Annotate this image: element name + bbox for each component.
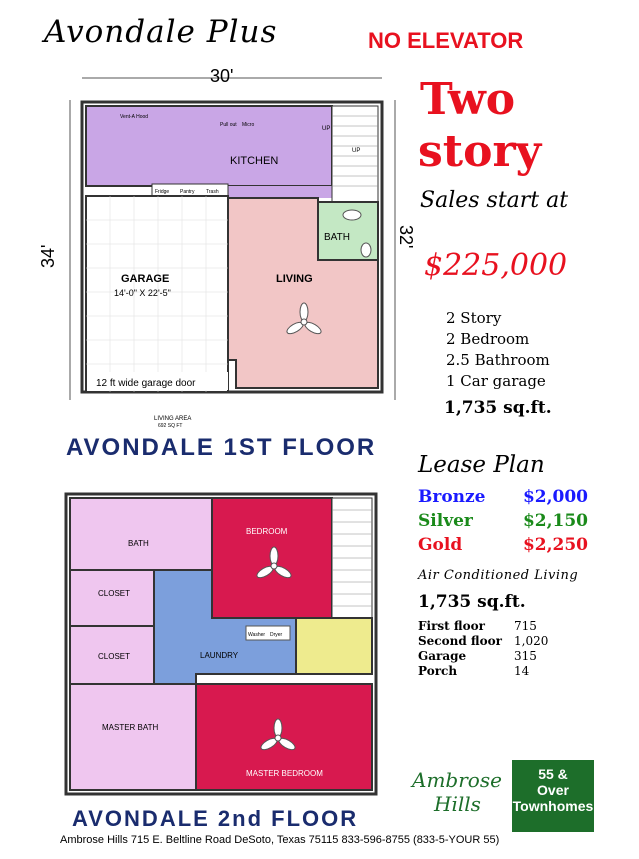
breakdown-label: First floor bbox=[418, 619, 485, 633]
breakdown-value: 14 bbox=[514, 664, 530, 678]
breakdown-label: Garage bbox=[418, 649, 467, 663]
total-sqft: 1,735 sq.ft. bbox=[444, 398, 552, 418]
sink-icon bbox=[343, 210, 361, 220]
no-elevator-label: NO ELEVATOR bbox=[368, 28, 524, 53]
micro-label: Micro bbox=[242, 122, 255, 128]
bedroom-label: BEDROOM bbox=[246, 527, 288, 536]
laundry-label: LAUNDRY bbox=[200, 651, 239, 660]
lease-name: Silver bbox=[418, 511, 473, 531]
living-area-sqft: 692 SQ FT bbox=[158, 423, 183, 429]
spec-item: 2.5 Bathroom bbox=[446, 351, 550, 369]
ac-living-total: 1,735 sq.ft. bbox=[418, 592, 526, 612]
master-bath bbox=[70, 684, 196, 790]
floor1-depth-left: 34' bbox=[38, 244, 58, 268]
promo-two: Two bbox=[420, 74, 516, 125]
page-title: Avondale Plus bbox=[44, 14, 278, 50]
tagline-1: 55 & bbox=[538, 766, 568, 782]
floor1-caption: AVONDALE 1ST FLOOR bbox=[66, 434, 377, 461]
floor1-depth-right: 32' bbox=[396, 225, 416, 249]
sqft-breakdown bbox=[418, 619, 549, 679]
vent-label: Vent-A Hood bbox=[120, 114, 149, 120]
pullout-label: Pull out bbox=[220, 122, 237, 128]
lease-name: Gold bbox=[418, 535, 463, 555]
storage-room bbox=[296, 618, 372, 674]
floor1-plan bbox=[38, 60, 416, 435]
garage-door-label: 12 ft wide garage door bbox=[96, 378, 196, 389]
closet-1-label: CLOSET bbox=[98, 589, 131, 598]
washer-label: Washer bbox=[248, 632, 266, 638]
logo-ambrose: Ambrose bbox=[412, 768, 502, 792]
footer-contact: Ambrose Hills 715 E. Beltline Road DeSoto, Texas 75115 833-596-8755 (833-5-YOUR 55) bbox=[60, 834, 500, 846]
floor2-bath bbox=[70, 498, 212, 570]
breakdown-value: 1,020 bbox=[514, 634, 549, 648]
dryer-label: Dryer bbox=[270, 632, 283, 638]
floor2-plan bbox=[56, 486, 386, 806]
closet-1 bbox=[70, 570, 154, 626]
spec-item: 2 Bedroom bbox=[446, 330, 530, 348]
lease-row-silver bbox=[418, 511, 588, 531]
ambrose-hills-logo bbox=[394, 760, 594, 832]
spec-item: 2 Story bbox=[446, 309, 502, 327]
breakdown-value: 715 bbox=[514, 619, 537, 633]
bath-label: BATH bbox=[324, 232, 350, 243]
tagline-2: Over bbox=[537, 782, 569, 798]
floor2-bath-label: BATH bbox=[128, 539, 149, 548]
garage-dims: 14'-0" X 22'-5" bbox=[114, 288, 171, 298]
master-bath-label: MASTER BATH bbox=[102, 723, 159, 732]
closet-2-label: CLOSET bbox=[98, 652, 131, 661]
master-bedroom-label: MASTER BEDROOM bbox=[246, 769, 323, 778]
up-label-2: UP bbox=[352, 148, 361, 154]
breakdown-row bbox=[418, 664, 538, 679]
fridge-label: Fridge bbox=[155, 189, 170, 195]
garage-label: GARAGE bbox=[121, 273, 170, 285]
living-area-label: LIVING AREA bbox=[154, 416, 192, 422]
breakdown-value: 315 bbox=[514, 649, 537, 663]
lease-row-bronze bbox=[418, 487, 588, 507]
lease-plan-title: Lease Plan bbox=[418, 452, 545, 478]
specs-list bbox=[446, 308, 550, 392]
toilet-icon bbox=[361, 243, 371, 257]
lease-price: $2,000 bbox=[522, 487, 588, 507]
ac-living-label: Air Conditioned Living bbox=[418, 568, 579, 583]
floor2-caption: AVONDALE 2nd FLOOR bbox=[72, 806, 359, 831]
breakdown-row bbox=[418, 634, 549, 649]
living-label: LIVING bbox=[276, 273, 313, 285]
trash-label: Trash bbox=[206, 189, 219, 195]
kitchen-label: KITCHEN bbox=[230, 155, 279, 167]
floor1-stairs bbox=[332, 106, 378, 202]
floor1-width-dim: 30' bbox=[210, 66, 234, 86]
logo-hills: Hills bbox=[434, 792, 481, 816]
breakdown-label: Porch bbox=[418, 664, 458, 678]
logo-tagline bbox=[512, 760, 594, 832]
up-label: UP bbox=[322, 126, 331, 132]
sales-start-label: Sales start at bbox=[420, 188, 569, 213]
spec-item: 1 Car garage bbox=[446, 372, 546, 390]
breakdown-row bbox=[418, 649, 538, 664]
pantry-label: Pantry bbox=[180, 189, 195, 195]
lease-name: Bronze bbox=[418, 487, 486, 507]
kitchen-extension bbox=[228, 186, 332, 198]
lease-price: $2,250 bbox=[522, 535, 588, 555]
tagline-3: Townhomes bbox=[512, 798, 594, 814]
price: $225,000 bbox=[424, 248, 568, 283]
logo-wordmark bbox=[394, 760, 512, 832]
promo-story: story bbox=[418, 126, 542, 177]
lease-row-gold bbox=[418, 535, 588, 555]
lease-price: $2,150 bbox=[522, 511, 588, 531]
breakdown-label: Second floor bbox=[418, 634, 502, 648]
breakdown-row bbox=[418, 619, 538, 634]
